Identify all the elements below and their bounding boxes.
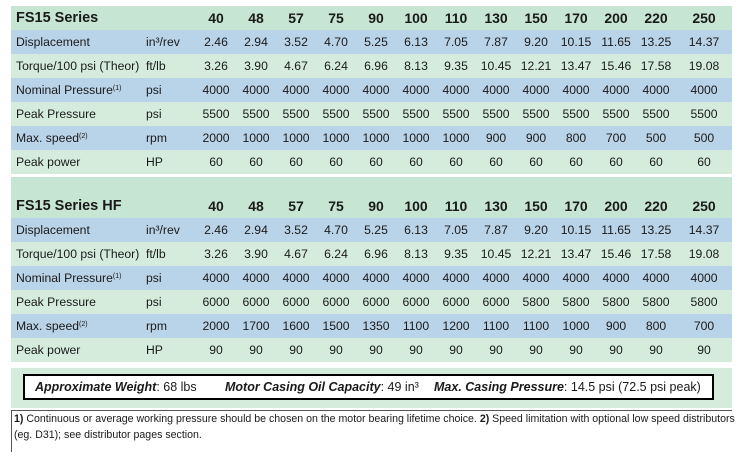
model-size-header: 150	[516, 194, 556, 218]
spec-value: 90	[476, 338, 516, 362]
spec-value: 15.46	[596, 242, 636, 266]
spec-value: 4000	[476, 266, 516, 290]
spec-value: 5800	[516, 290, 556, 314]
spec-value: 4000	[556, 266, 596, 290]
spec-value: 1000	[236, 126, 276, 150]
spec-value: 10.15	[556, 218, 596, 242]
spec-value: 4000	[556, 78, 596, 102]
spec-value: 9.20	[516, 218, 556, 242]
spec-value: 5500	[636, 102, 676, 126]
spec-value: 12.21	[516, 242, 556, 266]
model-size-header: 57	[276, 6, 316, 30]
spec-value: 90	[396, 338, 436, 362]
spec-value: 4000	[636, 266, 676, 290]
spec-value: 2000	[196, 126, 236, 150]
model-size-header: 48	[236, 6, 276, 30]
spec-value: 15.46	[596, 54, 636, 78]
spec-value: 5800	[556, 290, 596, 314]
model-size-header: 250	[676, 6, 732, 30]
spec-value: 11.65	[596, 218, 636, 242]
model-size-header: 150	[516, 6, 556, 30]
footnote-line-1	[14, 411, 735, 427]
spec-row	[11, 314, 732, 338]
spec-value: 6000	[316, 290, 356, 314]
spec-value: 14.37	[676, 218, 732, 242]
model-size-header: 75	[316, 6, 356, 30]
spec-value: 5500	[436, 102, 476, 126]
spec-value: 6.96	[356, 54, 396, 78]
footnote-1-text: Continuous or average working pressure should be chosen on the motor bearing lifetime choice.	[23, 413, 480, 425]
spec-value: 6000	[436, 290, 476, 314]
spec-value: 4000	[356, 78, 396, 102]
spec-label	[11, 150, 146, 174]
spec-value: 4000	[316, 78, 356, 102]
model-size-header: 100	[396, 6, 436, 30]
spec-value: 4000	[356, 266, 396, 290]
spec-value: 10.45	[476, 242, 516, 266]
spec-value: 5500	[276, 102, 316, 126]
spec-value: 6.13	[396, 30, 436, 54]
spec-value: 5500	[596, 102, 636, 126]
oil-capacity-label: Motor Casing Oil Capacity	[225, 380, 381, 394]
spec-value: 2.46	[196, 30, 236, 54]
spec-label-text: Max. speed	[16, 319, 80, 333]
spec-value: 4000	[676, 78, 732, 102]
spec-value: 90	[636, 338, 676, 362]
footnote-2-marker: 2)	[479, 413, 490, 425]
spec-unit: psi	[146, 102, 196, 126]
model-size-header: 110	[436, 6, 476, 30]
spec-label-text: Max. speed	[16, 131, 80, 145]
model-size-header: 170	[556, 6, 596, 30]
spec-value: 3.26	[196, 54, 236, 78]
spec-row	[11, 150, 732, 174]
spec-label	[11, 30, 146, 54]
spec-value: 1200	[436, 314, 476, 338]
spec-value: 60	[556, 150, 596, 174]
spec-label	[11, 314, 146, 338]
spec-value: 5500	[316, 102, 356, 126]
spec-value: 3.90	[236, 242, 276, 266]
model-size-header: 40	[196, 6, 236, 30]
spec-label-text: Peak Pressure	[16, 107, 96, 121]
footnote-1-marker: 1)	[14, 413, 24, 425]
spec-value: 5.25	[356, 218, 396, 242]
spec-unit: in³/rev	[146, 30, 196, 54]
spec-value: 2000	[196, 314, 236, 338]
spec-value: 4000	[196, 266, 236, 290]
spec-unit: ft/lb	[146, 54, 196, 78]
spec-value: 6.96	[356, 242, 396, 266]
fs15-series-table	[11, 6, 732, 174]
spec-value: 4000	[676, 266, 732, 290]
spec-value: 4000	[596, 78, 636, 102]
spec-value: 60	[236, 150, 276, 174]
specifications-summary-box	[23, 374, 714, 400]
spec-value: 90	[676, 338, 732, 362]
series-header-row	[11, 194, 732, 218]
spec-value: 5.25	[356, 30, 396, 54]
spec-label	[11, 54, 146, 78]
spec-value: 900	[476, 126, 516, 150]
model-size-header: 250	[676, 194, 732, 218]
spec-row	[11, 338, 732, 362]
spec-value: 9.35	[436, 242, 476, 266]
spec-value: 8.13	[396, 242, 436, 266]
spec-value: 60	[396, 150, 436, 174]
spec-value: 4.67	[276, 54, 316, 78]
spec-value: 5500	[556, 102, 596, 126]
spec-value: 60	[196, 150, 236, 174]
spec-value: 17.58	[636, 242, 676, 266]
spec-value: 60	[316, 150, 356, 174]
spec-value: 60	[636, 150, 676, 174]
spec-row	[11, 218, 732, 242]
model-size-header: 220	[636, 6, 676, 30]
approximate-weight	[35, 376, 197, 398]
spec-value: 6000	[396, 290, 436, 314]
model-size-header: 170	[556, 194, 596, 218]
spec-value: 7.05	[436, 30, 476, 54]
spec-value: 60	[516, 150, 556, 174]
spec-unit: HP	[146, 338, 196, 362]
spec-label-text: Peak Pressure	[16, 295, 96, 309]
spec-value: 5500	[236, 102, 276, 126]
spec-value: 1100	[516, 314, 556, 338]
spec-value: 60	[356, 150, 396, 174]
spec-value: 500	[636, 126, 676, 150]
spec-row	[11, 54, 732, 78]
spec-label-text: Torque/100 psi (Theor)	[16, 247, 140, 261]
spec-value: 4000	[636, 78, 676, 102]
spec-value: 4000	[516, 78, 556, 102]
spec-label-text: Peak power	[16, 155, 81, 169]
spec-value: 4000	[396, 266, 436, 290]
spec-label	[11, 78, 146, 102]
spec-unit: psi	[146, 78, 196, 102]
spec-label-text: Displacement	[16, 223, 90, 237]
spec-value: 60	[436, 150, 476, 174]
spec-value: 60	[676, 150, 732, 174]
footnote-ref: (1)	[112, 273, 122, 280]
spec-value: 60	[596, 150, 636, 174]
footnote-2-text: Speed limitation with optional low speed distributors	[489, 413, 735, 425]
oil-capacity	[225, 376, 419, 398]
footnote-ref: (2)	[79, 133, 88, 140]
spec-value: 5500	[516, 102, 556, 126]
spec-value: 13.25	[636, 30, 676, 54]
spec-value: 1000	[436, 126, 476, 150]
spec-value: 90	[516, 338, 556, 362]
spec-label-text: Displacement	[16, 35, 90, 49]
spec-value: 4000	[436, 78, 476, 102]
spec-value: 19.08	[676, 242, 732, 266]
footnotes	[11, 410, 735, 452]
spec-row	[11, 266, 732, 290]
fs15-series-hf-table	[11, 194, 732, 362]
specifications-summary-band	[11, 368, 732, 408]
spec-value: 17.58	[636, 54, 676, 78]
spec-value: 900	[516, 126, 556, 150]
spec-value: 5500	[356, 102, 396, 126]
oil-capacity-value: : 49 in³	[380, 380, 419, 394]
spec-value: 700	[676, 314, 732, 338]
spec-value: 6.24	[316, 242, 356, 266]
spec-value: 90	[356, 338, 396, 362]
spec-value: 11.65	[596, 30, 636, 54]
approximate-weight-value: : 68 lbs	[156, 380, 197, 394]
spec-value: 3.52	[276, 218, 316, 242]
spec-label-text: Nominal Pressure	[16, 83, 113, 97]
spec-value: 5500	[396, 102, 436, 126]
spec-value: 4000	[196, 78, 236, 102]
spec-value: 7.87	[476, 30, 516, 54]
spec-value: 90	[556, 338, 596, 362]
spec-value: 2.46	[196, 218, 236, 242]
spec-value: 4000	[476, 78, 516, 102]
spec-value: 1000	[276, 126, 316, 150]
spec-value: 4000	[596, 266, 636, 290]
model-size-header: 90	[356, 6, 396, 30]
spec-value: 3.26	[196, 242, 236, 266]
spec-value: 3.52	[276, 30, 316, 54]
spec-value: 10.15	[556, 30, 596, 54]
spec-unit: rpm	[146, 314, 196, 338]
spec-label	[11, 126, 146, 150]
spec-row	[11, 242, 732, 266]
series-header-row	[11, 6, 732, 30]
model-size-header: 220	[636, 194, 676, 218]
spec-value: 90	[276, 338, 316, 362]
spec-value: 4.67	[276, 242, 316, 266]
spec-value: 12.21	[516, 54, 556, 78]
spec-value: 800	[636, 314, 676, 338]
spec-value: 1000	[396, 126, 436, 150]
spec-value: 6.24	[316, 54, 356, 78]
spec-row	[11, 30, 732, 54]
spec-value: 5500	[676, 102, 732, 126]
spec-value: 4000	[236, 266, 276, 290]
spec-label	[11, 290, 146, 314]
spec-row	[11, 102, 732, 126]
spec-value: 4000	[276, 78, 316, 102]
spec-value: 6000	[476, 290, 516, 314]
model-size-header: 90	[356, 194, 396, 218]
spec-value: 5800	[596, 290, 636, 314]
model-size-header: 100	[396, 194, 436, 218]
spec-value: 5500	[476, 102, 516, 126]
spec-value: 1700	[236, 314, 276, 338]
spec-label	[11, 266, 146, 290]
spec-value: 2.94	[236, 30, 276, 54]
spec-value: 60	[476, 150, 516, 174]
max-casing-pressure	[434, 376, 701, 398]
spec-value: 1000	[556, 314, 596, 338]
section-separator-band	[11, 177, 732, 194]
model-size-header: 110	[436, 194, 476, 218]
spec-value: 900	[596, 314, 636, 338]
spec-label-text: Torque/100 psi (Theor)	[16, 59, 140, 73]
model-size-header: 130	[476, 194, 516, 218]
spec-value: 5800	[676, 290, 732, 314]
spec-unit: psi	[146, 266, 196, 290]
series-title: FS15 Series HF	[11, 194, 196, 218]
model-size-header: 40	[196, 194, 236, 218]
spec-value: 19.08	[676, 54, 732, 78]
footnote-ref: (2)	[79, 321, 88, 328]
spec-value: 4000	[516, 266, 556, 290]
spec-value: 10.45	[476, 54, 516, 78]
spec-unit: ft/lb	[146, 242, 196, 266]
spec-value: 4000	[436, 266, 476, 290]
spec-unit: psi	[146, 290, 196, 314]
spec-value: 90	[596, 338, 636, 362]
model-size-header: 200	[596, 194, 636, 218]
spec-unit: rpm	[146, 126, 196, 150]
model-size-header: 200	[596, 6, 636, 30]
spec-value: 4.70	[316, 218, 356, 242]
spec-row	[11, 126, 732, 150]
max-casing-pressure-value: : 14.5 psi (72.5 psi peak)	[563, 380, 701, 394]
spec-label	[11, 338, 146, 362]
spec-value: 13.47	[556, 54, 596, 78]
spec-value: 6000	[196, 290, 236, 314]
spec-value: 800	[556, 126, 596, 150]
spec-value: 6000	[276, 290, 316, 314]
spec-value: 4.70	[316, 30, 356, 54]
model-size-header: 130	[476, 6, 516, 30]
footnotes-left-rule	[11, 410, 12, 452]
spec-value: 8.13	[396, 54, 436, 78]
spec-value: 4000	[236, 78, 276, 102]
spec-value: 3.90	[236, 54, 276, 78]
spec-label-text: Nominal Pressure	[16, 271, 113, 285]
spec-value: 14.37	[676, 30, 732, 54]
spec-value: 1100	[396, 314, 436, 338]
model-size-header: 48	[236, 194, 276, 218]
spec-value: 7.87	[476, 218, 516, 242]
spec-value: 9.20	[516, 30, 556, 54]
approximate-weight-label: Approximate Weight	[35, 380, 157, 394]
spec-value: 90	[236, 338, 276, 362]
series-title: FS15 Series	[11, 6, 196, 30]
spec-value: 1000	[316, 126, 356, 150]
model-size-header: 75	[316, 194, 356, 218]
spec-value: 2.94	[236, 218, 276, 242]
spec-value: 1000	[356, 126, 396, 150]
spec-value: 700	[596, 126, 636, 150]
model-size-header: 57	[276, 194, 316, 218]
max-casing-pressure-label: Max. Casing Pressure	[434, 380, 564, 394]
spec-value: 13.47	[556, 242, 596, 266]
spec-value: 4000	[276, 266, 316, 290]
spec-value: 6.13	[396, 218, 436, 242]
spec-value: 5800	[636, 290, 676, 314]
spec-value: 90	[316, 338, 356, 362]
spec-unit: HP	[146, 150, 196, 174]
spec-value: 60	[276, 150, 316, 174]
footnote-ref: (1)	[112, 85, 122, 92]
footnote-line-2: (eg. D31); see distributor pages section.	[14, 429, 202, 441]
spec-label	[11, 218, 146, 242]
spec-value: 4000	[396, 78, 436, 102]
spec-value: 13.25	[636, 218, 676, 242]
spec-value: 90	[436, 338, 476, 362]
spec-row	[11, 78, 732, 102]
spec-label	[11, 102, 146, 126]
spec-value: 6000	[236, 290, 276, 314]
spec-value: 500	[676, 126, 732, 150]
spec-value: 5500	[196, 102, 236, 126]
spec-label	[11, 242, 146, 266]
spec-value: 9.35	[436, 54, 476, 78]
spec-row	[11, 290, 732, 314]
spec-value: 1500	[316, 314, 356, 338]
spec-value: 4000	[316, 266, 356, 290]
spec-value: 1350	[356, 314, 396, 338]
spec-value: 1100	[476, 314, 516, 338]
spec-value: 6000	[356, 290, 396, 314]
spec-value: 90	[196, 338, 236, 362]
spec-unit: in³/rev	[146, 218, 196, 242]
spec-value: 7.05	[436, 218, 476, 242]
spec-value: 1600	[276, 314, 316, 338]
spec-label-text: Peak power	[16, 343, 81, 357]
